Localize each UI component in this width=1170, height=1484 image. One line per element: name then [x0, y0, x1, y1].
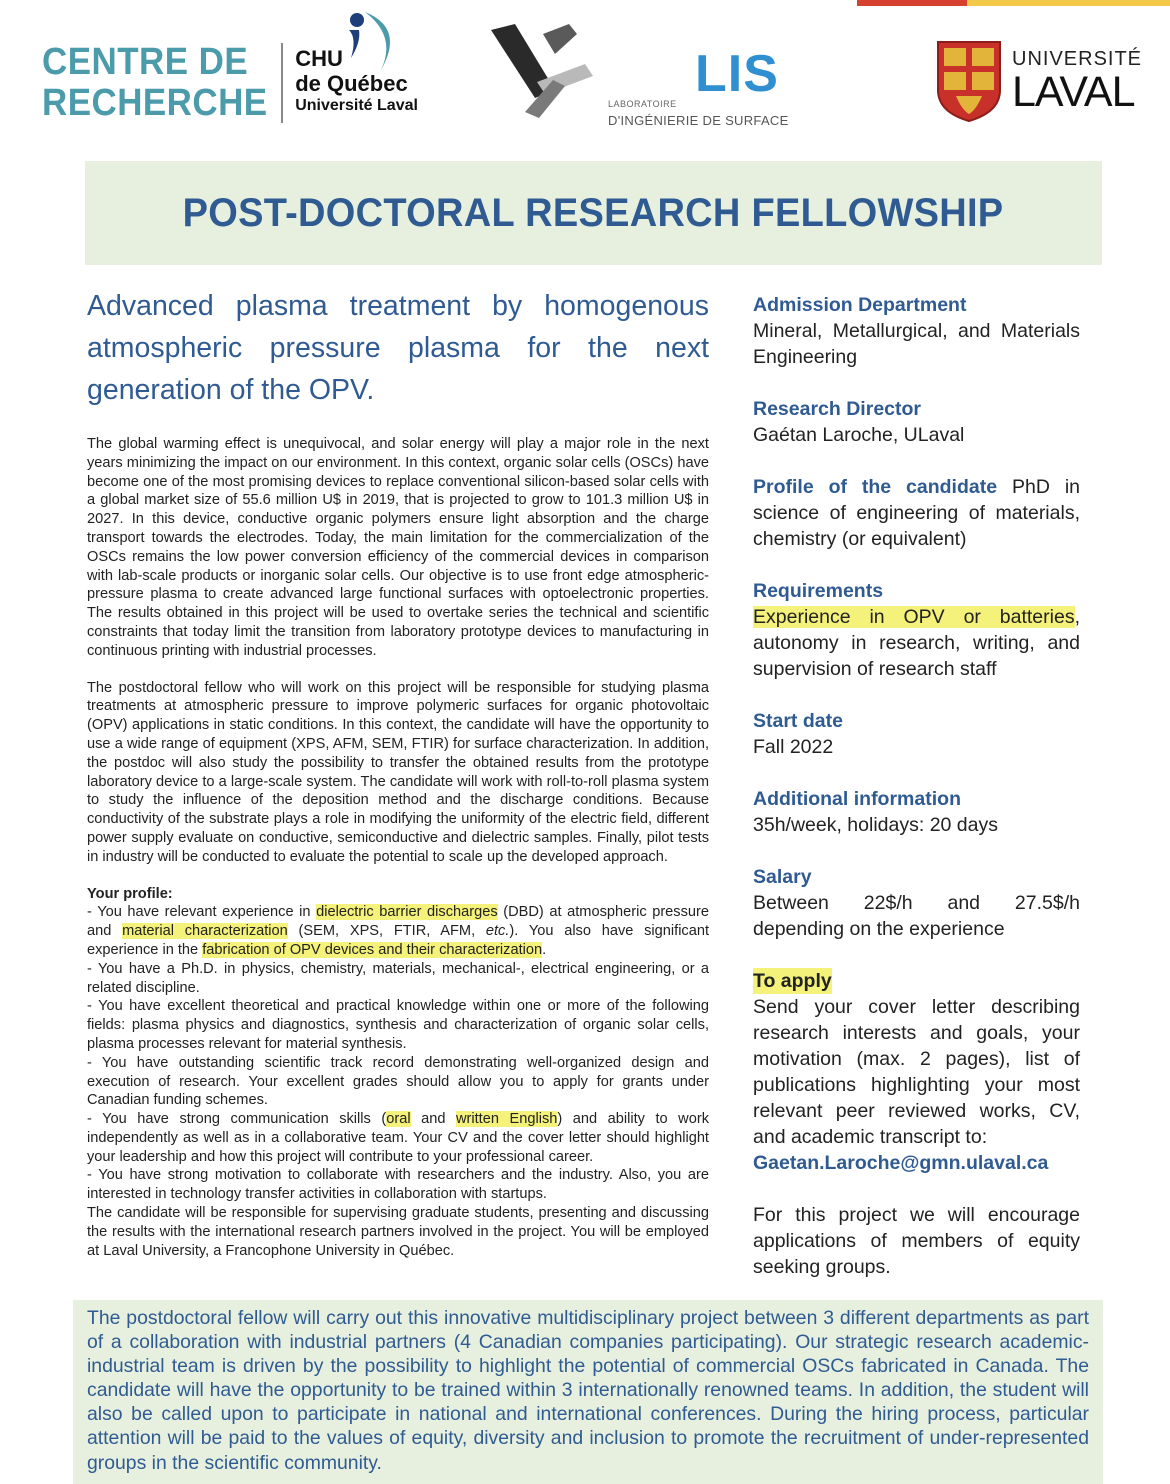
- profile-responsibilities: The candidate will be responsible for supervising graduate students, presenting and discussing the results with the international research partners involved in the project. You will be employed at Laval University, a Francophone University in Québec.: [87, 1205, 709, 1259]
- profile-bullet-motivation: - You have strong motivation to collaborate with researchers and the industry. Also, you are interested in technology transfer activities in collaboration with startups.: [87, 1167, 709, 1203]
- lis-subtitle: D'INGÉNIERIE DE SURFACE: [608, 113, 789, 128]
- lis-lab: LABORATOIRE: [608, 99, 677, 109]
- top-accent-yellow: [967, 0, 1170, 6]
- collaboration-text: The postdoctoral fellow will carry out this innovative multidisciplinary project between 3 different departments as part of a collaboration with industrial partners (4 Canadian companies participating). Our strategic research academic-industrial team is driven by the possibility to highlight the potential of commercial OSCs fabricated in Canada. The candidate will have the opportunity to be trained within 3 internationally renowned teams. In addition, the student will also be called upon to participate in national and international conferences. During the hiring process, particular attention will be paid to the values of equity, diversity and inclusion to promote the recruitment of under-represented groups in the scientific community.: [87, 1307, 1089, 1474]
- ulaval-crest-icon: [936, 40, 1002, 122]
- your-profile-section: [87, 885, 709, 1261]
- requirements-section: Requirements Experience in OPV or batteries, autonomy in research, writing, and supervision of research staff: [753, 580, 1080, 680]
- contact-email-link[interactable]: Gaetan.Laroche@gmn.ulaval.ca: [753, 1152, 1049, 1174]
- chu-logo: CHU de Québec Université Laval: [295, 38, 425, 128]
- apply-section: To apply Send your cover letter describing research interests and goals, your motivation (max. 2 pages), list of publications highlighting your most relevant peer reviewed works, CV, and academic transcript to: Gaetan.Laroche@gmn.ulaval.ca: [753, 970, 1080, 1174]
- lis-name: LIS: [695, 45, 779, 103]
- ulaval-laval: LAVAL: [1012, 68, 1135, 116]
- bottom-banner: [73, 1300, 1103, 1484]
- logo-divider: [281, 43, 283, 123]
- ulaval-univ: UNIVERSITÉ: [1012, 48, 1143, 70]
- profile-bullet-knowledge: - You have excellent theoretical and practical knowledge within one or more of the following fields: plasma physics and diagnostics, synthesis and characterization of organic solar cells, plasma processes relevant for material synthesis.: [87, 998, 709, 1052]
- director-section: Research Director Gaétan Laroche, ULaval: [753, 398, 965, 446]
- lis-emblem-icon: [485, 20, 595, 125]
- project-paragraph: The postdoctoral fellow who will work on this project will be responsible for studying plasma treatments at atmospheric pressure to improve polymeric surfaces for organic photovoltaic (OPV) applications in static conditions. In this context, the candidate will have the opportunity to use a wide range of equipment (XPS, AFM, SEM, FTIR) for surface characterization. In addition, the postdoc will also study the possibility to transfer the obtained results from the prototype laboratory device to a large-scale system. The candidate will work with roll-to-roll plasma system to study the influence of the deposition method and the discharge conditions. Because conductivity of the substrate plays a role in modifying the uniformity of the electric field, different power supply evaluate on conductive, semiconductive and dielectric samples. Finally, pilot tests in industry will be conducted to evaluate the potential to scale up the developed approach.: [87, 679, 709, 865]
- crc-chu-logo: [42, 38, 425, 128]
- profile-bullet-communication: - You have strong communication skills (oral and written English) and ability to work independently as well as in a collaborative team. Your CV and the cover letter should highlight your leadership and how this project will contribute to your professional career.: [87, 1111, 709, 1165]
- admission-section: Admission Department Mineral, Metallurgical, and Materials Engineering: [753, 294, 1080, 368]
- top-accent-red: [857, 0, 967, 6]
- lis-logo: [485, 20, 805, 130]
- crc-logo-text: CENTRE DE RECHERCHE: [42, 41, 268, 124]
- project-title: Advanced plasma treatment by homogenous atmospheric pressure plasma for the next generation of the OPV.: [87, 290, 709, 406]
- profile-bullet-track-record: - You have outstanding scientific track record demonstrating well-organized design and execution of research. Your excellent grades should allow you to apply for grants under Canadian funding schemes.: [87, 1054, 709, 1109]
- profile-bullet-phd: - You have a Ph.D. in physics, chemistry, materials, mechanical-, electrical engineering, or a related discipline.: [87, 960, 709, 996]
- start-date-section: Start date Fall 2022: [753, 710, 843, 758]
- ulaval-logo: [936, 40, 1146, 125]
- page-title: POST-DOCTORAL RESEARCH FELLOWSHIP: [183, 190, 1004, 235]
- info-sidebar: [753, 292, 1080, 1306]
- profile-bullet-experience: - You have relevant experience in dielectric barrier discharges (DBD) at atmospheric pressure and material characterization (SEM, XPS, FTIR, AFM, etc.). You also have significant experience in the fabrication of OPV devices and their characterization.: [87, 904, 710, 958]
- title-banner: [85, 161, 1102, 265]
- candidate-profile-section: Profile of the candidate PhD in science of engineering of materials, chemistry (or equivalent): [753, 476, 1080, 550]
- equity-section: For this project we will encourage applications of members of equity seeking groups.: [753, 1204, 1080, 1278]
- additional-info-section: Additional information 35h/week, holidays: 20 days: [753, 788, 998, 836]
- salary-section: Salary Between 22$/h and 27.5$/h depending on the experience: [753, 866, 1080, 940]
- profile-heading: Your profile:: [87, 885, 173, 902]
- intro-paragraph: The global warming effect is unequivocal, and solar energy will play a major role in the next years minimizing the impact on our environment. In this context, organic solar cells (OSCs) have become one of the most promising devices to replace conventional silicon-based solar cells with a global market size of 55.6 million U$ in 2019, that is projected to grow to 101.3 million U$ in 2027. In this device, conductive organic polymers ensure light absorption and the charge transport towards the electrodes. Today, the main limitation for the commercialization of the OSCs remains the low power conversion efficiency of the commercial devices in comparison with lab-scale products or inorganic solar cells. Our objective is to use front edge atmospheric-pressure plasma to create advanced large functional surfaces with optoelectronic properties. The results obtained in this project will be used to overtake series the technical and scientific constraints that today limit the transition from laboratory prototype devices to manufacturing in continuous printing with industrial processes.: [87, 436, 709, 659]
- main-content: [87, 285, 709, 1260]
